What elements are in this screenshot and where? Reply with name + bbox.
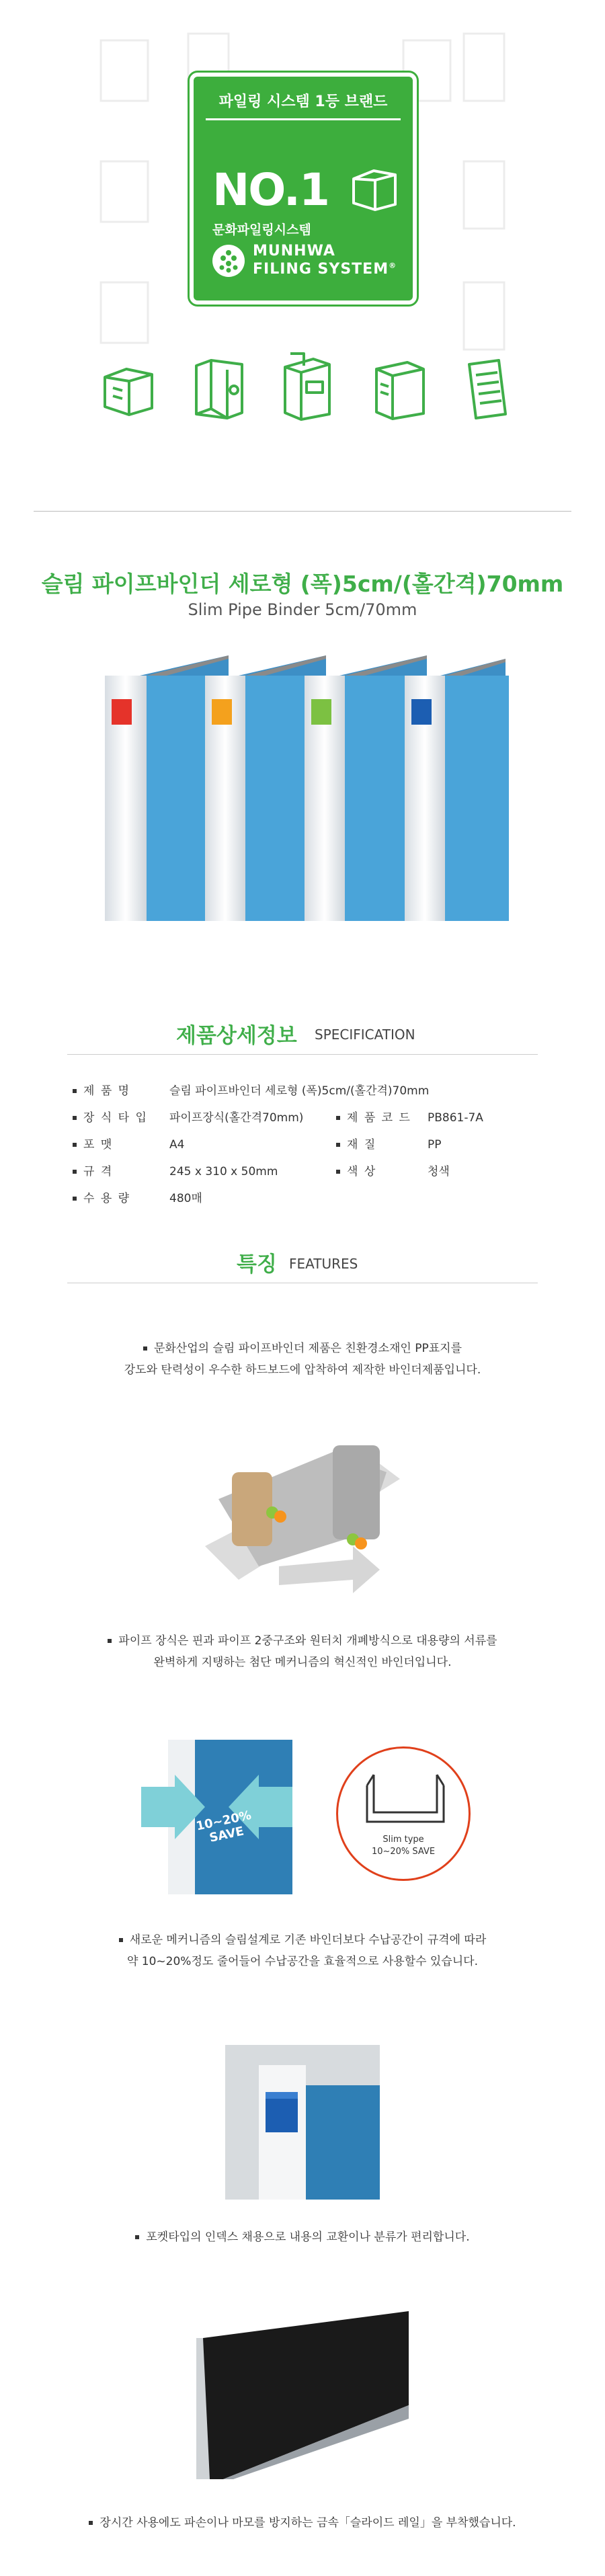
section-divider [34, 511, 571, 512]
spec-row-material: 재 질 PP [336, 1135, 442, 1152]
spec-row-format: 포 맷 A4 [73, 1135, 184, 1152]
bullet-icon [73, 1170, 77, 1174]
document-icon [465, 358, 510, 419]
save-badge: 10~20% SAVE [194, 1808, 253, 1845]
feature-5-text: 장시간 사용에도 파손이나 마모를 방지하는 금속「슬라이드 레일」을 부착했습니다. [0, 2512, 605, 2534]
product-photo [94, 629, 511, 961]
spec-title-en: SPECIFICATION [315, 1027, 415, 1043]
bullet-icon [119, 1938, 123, 1942]
slim-type-label: Slim type [382, 1835, 424, 1845]
header-section [0, 0, 605, 497]
feature-2-text: 파이프 장식은 핀과 파이프 2중구조와 원터치 개폐방식으로 대용량의 서류를 완벽하게 지탱하는 첨단 메커니즘의 혁신적인 바인더입니다. [0, 1630, 605, 1673]
product-subtitle: Slim Pipe Binder 5cm/70mm [188, 600, 417, 619]
bullet-icon [336, 1170, 340, 1174]
brand-no1: NO.1 [212, 164, 329, 216]
spec-divider [67, 1054, 538, 1055]
features-title-en: FEATURES [289, 1256, 358, 1272]
binder-blue [405, 659, 509, 921]
brand-name-line1: MUNHWA [253, 243, 335, 259]
features-title: 특징 [237, 1252, 277, 1277]
ring-binder-icon [191, 356, 249, 421]
munhwa-logo-icon [212, 245, 245, 277]
product-title: 슬림 파이프바인더 세로형 (폭)5cm/(홀간격)70mm [41, 571, 564, 597]
binder-icon [99, 361, 157, 419]
spec-row-type: 장 식 타 입 파이프장식(홀간격70mm) [73, 1108, 303, 1125]
brand-divider [206, 118, 401, 120]
spec-row-name: 제 품 명 슬림 파이프바인더 세로형 (폭)5cm/(홀간격)70mm [73, 1081, 429, 1098]
brand-badge [190, 73, 417, 305]
slide-rail-photo [196, 2311, 409, 2479]
bullet-icon [73, 1143, 77, 1147]
feature-4-text: 포켓타입의 인덱스 채용으로 내용의 교환이나 분류가 편리합니다. [0, 2226, 605, 2248]
slim-save-label: 10~20% SAVE [371, 1847, 436, 1857]
slim-binder-photo [141, 1740, 296, 1894]
registered-mark: ® [389, 261, 397, 270]
slim-type-diagram [336, 1746, 471, 1881]
bullet-icon [108, 1639, 112, 1643]
feature-3-text: 새로운 메커니즘의 슬림설계로 기존 바인더보다 수납공간이 규격에 따라 약 10~20%정도 줄어들어 수납공간을 효율적으로 사용할수 있습니다. [0, 1929, 605, 1972]
spec-title: 제품상세정보 [176, 1024, 297, 1048]
feature-1-text: 문화산업의 슬림 파이프바인더 제품은 친환경소재인 PP표지를 강도와 탄력성이 우수한 하드보드에 압착하여 제작한 바인더제품입니다. [124, 1342, 481, 1377]
bullet-icon [135, 2235, 139, 2239]
bullet-icon [336, 1143, 340, 1147]
pipe-mechanism-photo [198, 1432, 407, 1593]
box-file-icon [278, 351, 335, 421]
bullet-icon [73, 1116, 77, 1120]
bullet-icon [89, 2521, 93, 2525]
brand-name-line2: FILING SYSTEM® [253, 261, 397, 278]
folder-icon [347, 165, 401, 212]
brand-subtitle: 문화파일링시스템 [212, 223, 311, 237]
spec-row-code: 제 품 코 드 PB861-7A [336, 1108, 483, 1125]
bullet-icon [73, 1089, 77, 1093]
bullet-icon [336, 1116, 340, 1120]
pocket-index-photo [225, 2045, 380, 2200]
spec-row-color: 색 상 청색 [336, 1162, 450, 1178]
spec-row-size: 규 격 245 x 310 x 50mm [73, 1162, 278, 1178]
spec-row-capacity: 수 용 량 480매 [73, 1189, 202, 1205]
brand-tagline: 파일링 시스템 1등 브랜드 [218, 93, 388, 110]
bullet-icon [143, 1346, 147, 1351]
archive-box-icon [371, 358, 429, 420]
bullet-icon [73, 1197, 77, 1201]
